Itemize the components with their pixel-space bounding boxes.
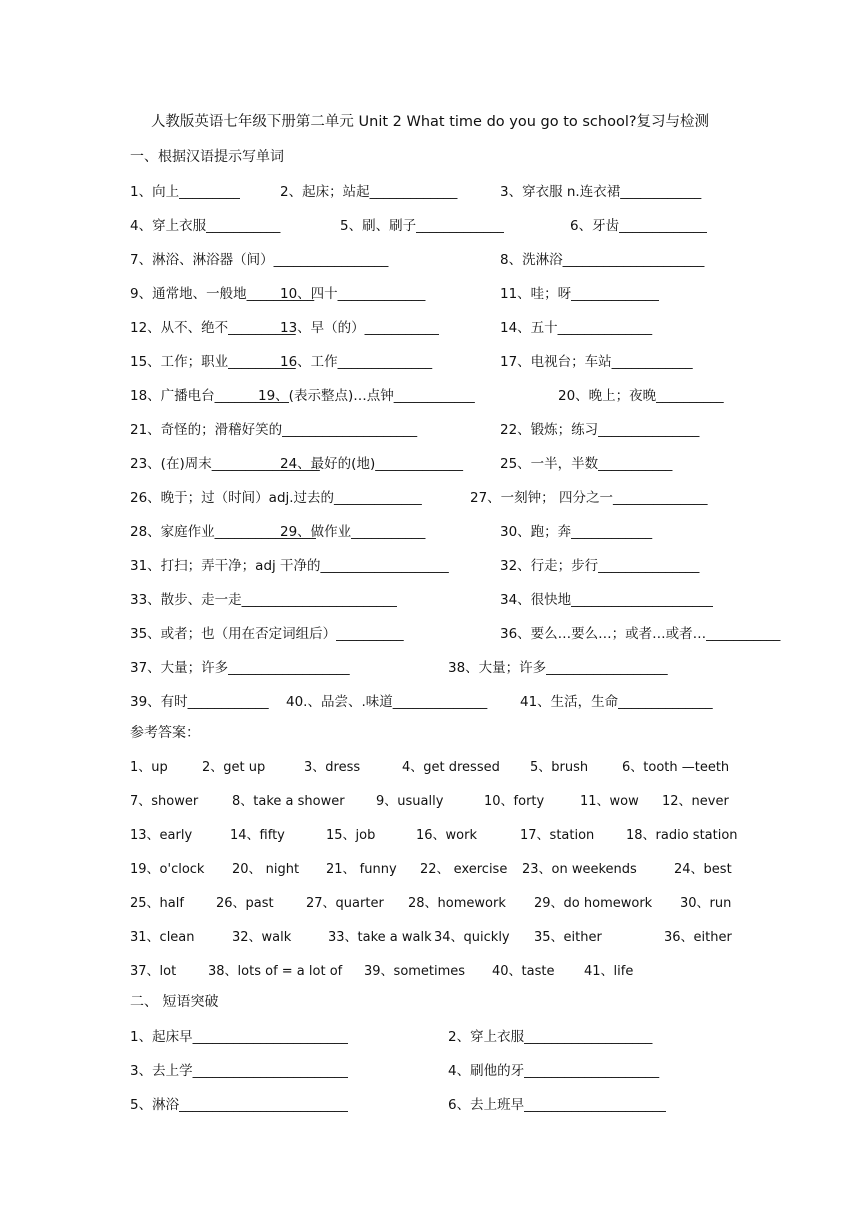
exercise-item: 8、洗淋浴_____________________ bbox=[500, 252, 705, 268]
exercise-item: 18、广播电台___________ bbox=[130, 388, 289, 404]
exercise-row bbox=[130, 350, 730, 370]
exercise-item: 40.、品尝、.味道______________ bbox=[286, 694, 488, 710]
exercise-item: 16、工作______________ bbox=[280, 354, 433, 370]
exercise-item: 29、做作业___________ bbox=[280, 524, 426, 540]
exercise-item: 27、一刻钟； 四分之一______________ bbox=[470, 490, 708, 506]
exercise-row bbox=[130, 656, 730, 676]
phrase-row bbox=[130, 1093, 730, 1113]
exercise-item: 3、穿衣服 n.连衣裙____________ bbox=[500, 184, 702, 200]
answer-item: 23、on weekends bbox=[522, 862, 637, 877]
answer-item: 27、quarter bbox=[306, 896, 384, 911]
exercise-item: 10、四十_____________ bbox=[280, 286, 426, 302]
answer-item: 15、job bbox=[326, 828, 376, 843]
exercise-item: 2、起床；站起_____________ bbox=[280, 184, 458, 200]
exercise-item: 11、哇；呀_____________ bbox=[500, 286, 659, 302]
answer-item: 20、 night bbox=[232, 862, 300, 877]
exercise-item: 28、家庭作业_______________ bbox=[130, 524, 316, 540]
answer-item: 30、run bbox=[680, 896, 732, 911]
answer-item: 29、do homework bbox=[534, 896, 653, 911]
exercise-item: 31、打扫；弄干净；adj 干净的___________________ bbox=[130, 558, 449, 574]
answer-item: 7、shower bbox=[130, 794, 199, 809]
section-2-heading: 二、 短语突破 bbox=[130, 994, 219, 1010]
answer-item: 19、o'clock bbox=[130, 862, 205, 877]
exercise-item: 21、奇怪的；滑稽好笑的____________________ bbox=[130, 422, 418, 438]
answer-item: 8、take a shower bbox=[232, 794, 345, 809]
phrase-item: 1、起床早_______________________ bbox=[130, 1029, 348, 1045]
exercise-row bbox=[130, 214, 730, 234]
phrase-item: 2、穿上衣服___________________ bbox=[448, 1029, 653, 1045]
answer-item: 24、best bbox=[674, 862, 732, 877]
answer-item: 39、sometimes bbox=[364, 964, 466, 979]
exercise-item: 17、电视台；车站____________ bbox=[500, 354, 693, 370]
answers-heading: 参考答案： bbox=[130, 725, 200, 741]
exercise-item: 5、刷、刷子_____________ bbox=[340, 218, 504, 234]
exercise-item: 30、跑；奔____________ bbox=[500, 524, 653, 540]
exercise-item: 15、工作；职业__________ bbox=[130, 354, 296, 370]
exercise-item: 33、散步、走一走_______________________ bbox=[130, 592, 397, 608]
answer-item: 18、radio station bbox=[626, 828, 738, 843]
answer-item: 38、lots of = a lot of bbox=[208, 964, 343, 979]
exercise-item: 6、牙齿_____________ bbox=[570, 218, 707, 234]
exercise-item: 39、有时____________ bbox=[130, 694, 269, 710]
phrase-row bbox=[130, 1025, 730, 1045]
phrase-item: 5、淋浴_________________________ bbox=[130, 1097, 348, 1113]
exercise-row bbox=[130, 316, 730, 336]
exercise-item: 24、最好的(地)_____________ bbox=[280, 456, 463, 472]
answer-item: 5、brush bbox=[530, 760, 589, 775]
exercise-row bbox=[130, 690, 730, 710]
answer-item: 11、wow bbox=[580, 794, 639, 809]
exercise-row bbox=[130, 418, 730, 438]
exercise-row bbox=[130, 248, 730, 268]
phrase-item: 3、去上学_______________________ bbox=[130, 1063, 348, 1079]
answer-item: 4、get dressed bbox=[402, 760, 500, 775]
exercise-item: 22、锻炼；练习_______________ bbox=[500, 422, 700, 438]
answer-row bbox=[130, 926, 730, 946]
phrase-item: 6、去上班早_____________________ bbox=[448, 1097, 666, 1113]
exercise-item: 25、一半，半数___________ bbox=[500, 456, 673, 472]
answer-item: 3、dress bbox=[304, 760, 361, 775]
exercise-row bbox=[130, 282, 730, 302]
answer-row bbox=[130, 790, 730, 810]
answer-item: 17、station bbox=[520, 828, 595, 843]
answer-item: 2、get up bbox=[202, 760, 266, 775]
answer-item: 13、early bbox=[130, 828, 193, 843]
answer-item: 35、either bbox=[534, 930, 602, 945]
exercise-item: 35、或者；也（用在否定词组后）__________ bbox=[130, 626, 404, 642]
exercise-row bbox=[130, 554, 730, 574]
answer-item: 10、forty bbox=[484, 794, 545, 809]
answer-item: 26、past bbox=[216, 896, 274, 911]
answer-item: 16、work bbox=[416, 828, 478, 843]
exercise-item: 41、生活，生命______________ bbox=[520, 694, 713, 710]
exercise-row bbox=[130, 588, 730, 608]
answer-item: 12、never bbox=[662, 794, 729, 809]
exercise-item: 9、通常地、一般地__________ bbox=[130, 286, 315, 302]
answer-item: 33、take a walk bbox=[328, 930, 432, 945]
answer-item: 41、life bbox=[584, 964, 634, 979]
answer-item: 36、either bbox=[664, 930, 732, 945]
phrase-item: 4、刷他的牙____________________ bbox=[448, 1063, 660, 1079]
exercise-item: 23、(在)周末________________ bbox=[130, 456, 320, 472]
exercise-row bbox=[130, 486, 730, 506]
answer-item: 28、homework bbox=[408, 896, 506, 911]
answer-row bbox=[130, 858, 730, 878]
exercise-row bbox=[130, 452, 730, 472]
exercise-item: 20、晚上；夜晚__________ bbox=[558, 388, 724, 404]
exercise-row bbox=[130, 622, 781, 642]
answer-row bbox=[130, 824, 738, 844]
exercise-item: 4、穿上衣服___________ bbox=[130, 218, 281, 234]
exercise-item: 1、向上_________ bbox=[130, 184, 240, 200]
answer-item: 22、 exercise bbox=[420, 862, 508, 877]
answer-item: 9、usually bbox=[376, 794, 444, 809]
phrase-row bbox=[130, 1059, 730, 1079]
exercise-item: 38、大量；许多__________________ bbox=[448, 660, 668, 676]
answer-item: 1、up bbox=[130, 760, 168, 775]
exercise-item: 7、淋浴、淋浴器（间）_________________ bbox=[130, 252, 389, 268]
answer-item: 34、quickly bbox=[434, 930, 510, 945]
answer-row bbox=[130, 960, 730, 980]
exercise-item: 34、很快地_____________________ bbox=[500, 592, 713, 608]
answer-item: 14、fifty bbox=[230, 828, 285, 843]
exercise-item: 19、(表示整点)…点钟____________ bbox=[258, 388, 475, 404]
answer-item: 40、taste bbox=[492, 964, 555, 979]
exercise-item: 13、早（的）___________ bbox=[280, 320, 439, 336]
exercise-item: 12、从不、绝不__________ bbox=[130, 320, 296, 336]
answer-item: 6、tooth —teeth bbox=[622, 760, 730, 775]
section-1-heading: 一、根据汉语提示写单词 bbox=[130, 149, 284, 165]
exercise-item: 36、要么…要么…；或者…或者…___________ bbox=[500, 626, 781, 642]
exercise-row bbox=[130, 384, 730, 404]
answer-row bbox=[130, 756, 730, 776]
answer-item: 25、half bbox=[130, 896, 184, 911]
answer-item: 31、clean bbox=[130, 930, 195, 945]
answer-item: 21、 funny bbox=[326, 862, 397, 877]
exercise-item: 26、晚于；过（时间）adj.过去的_____________ bbox=[130, 490, 422, 506]
exercise-item: 32、行走；步行_______________ bbox=[500, 558, 700, 574]
exercise-row bbox=[130, 180, 730, 200]
exercise-item: 14、五十______________ bbox=[500, 320, 653, 336]
answer-item: 32、walk bbox=[232, 930, 292, 945]
exercise-row bbox=[130, 520, 730, 540]
exercise-item: 37、大量；许多__________________ bbox=[130, 660, 350, 676]
answer-item: 37、lot bbox=[130, 964, 177, 979]
document-title: 人教版英语七年级下册第二单元 Unit 2 What time do you go to school?复习与检测 bbox=[150, 114, 710, 130]
answer-row bbox=[130, 892, 730, 912]
